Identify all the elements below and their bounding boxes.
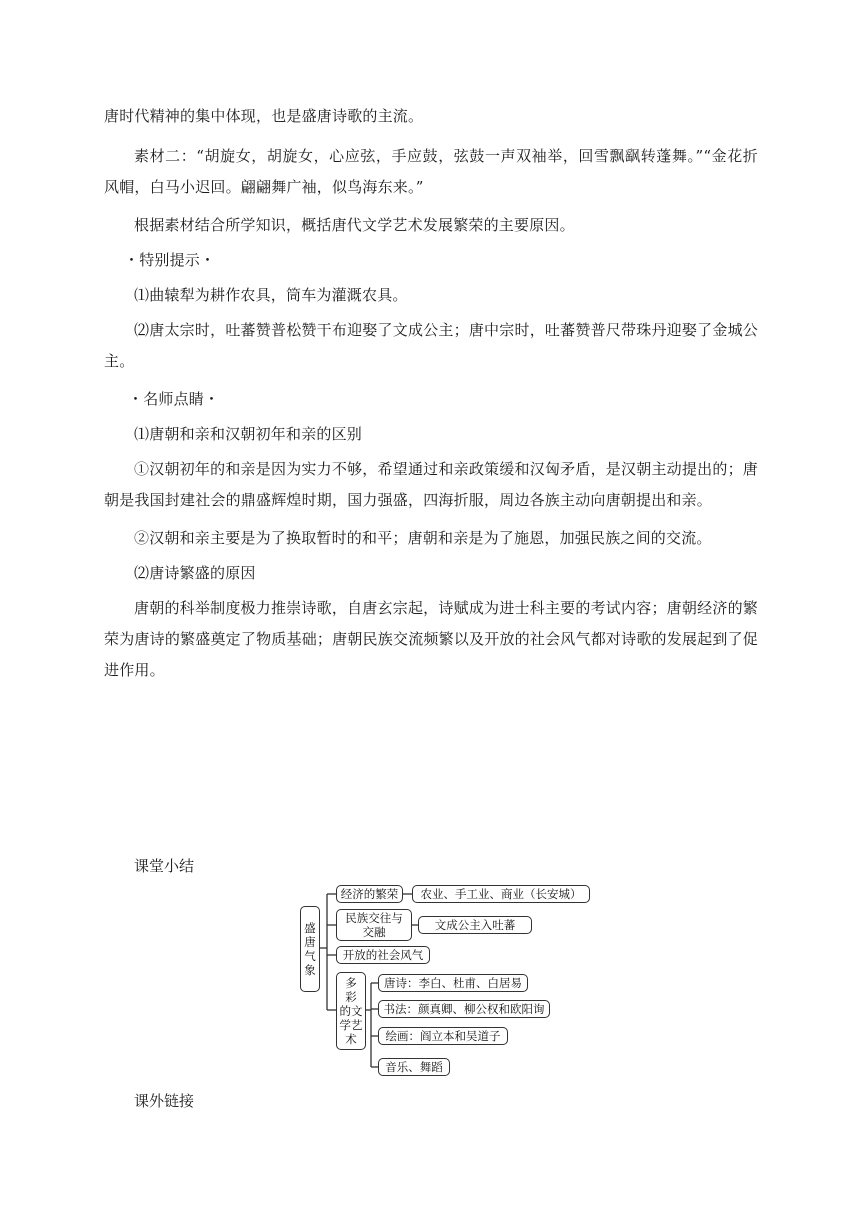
mindmap bbox=[300, 882, 600, 1082]
paragraph-tip-1: ⑴曲辕犁为耕作农具，筒车为灌溉农具。 bbox=[134, 286, 408, 304]
paragraph-material-two: 素材二：“胡旋女，胡旋女，心应弦，手应鼓，弦鼓一声双袖举，回雪飘飖转蓬舞。”“金花折风帽，白马小迟回。翩翩舞广袖，似鸟海东来。” bbox=[104, 147, 758, 196]
mindmap-arts-poetry: 唐诗：李白、杜甫、白居易 bbox=[378, 974, 528, 992]
mindmap-ethnic-detail: 文成公主入吐蕃 bbox=[418, 916, 532, 934]
paragraph-continuation: 唐时代精神的集中体现，也是盛唐诗歌的主流。 bbox=[104, 107, 424, 125]
mindmap-economy-detail: 农业、手工业、商业（长安城） bbox=[412, 885, 590, 903]
heading-special-tip: ・特别提示・ bbox=[124, 251, 216, 269]
mindmap-arts-music: 音乐、舞蹈 bbox=[378, 1058, 450, 1076]
mindmap-arts-calligraphy: 书法：颜真卿、柳公权和欧阳询 bbox=[378, 1000, 550, 1018]
paragraph-note-1a: ①汉朝初年的和亲是因为实力不够，希望通过和亲政策缓和汉匈矛盾，是汉朝主动提出的；唐朝是我国封建社会的鼎盛辉煌时期，国力强盛，四海折服，周边各族主动向唐朝提出和亲。 bbox=[104, 460, 758, 509]
paragraph-note-2-title: ⑵唐诗繁盛的原因 bbox=[134, 564, 256, 582]
mindmap-root: 盛 唐 气 象 bbox=[300, 906, 320, 992]
mindmap-arts: 多 彩 的 文 学 艺 术 bbox=[336, 972, 366, 1050]
paragraph-question: 根据素材结合所学知识，概括唐代文学艺术发展繁荣的主要原因。 bbox=[134, 216, 575, 234]
mindmap-social: 开放的社会风气 bbox=[336, 946, 430, 964]
paragraph-note-1-title: ⑴唐朝和亲和汉朝初年和亲的区别 bbox=[134, 425, 363, 443]
mindmap-economy: 经济的繁荣 bbox=[336, 885, 403, 903]
paragraph-note-2: 唐朝的科举制度极力推崇诗歌，自唐玄宗起，诗赋成为进士科主要的考试内容；唐朝经济的繁荣为唐诗的繁盛奠定了物质基础；唐朝民族交流频繁以及开放的社会风气都对诗歌的发展起到了促进作用。 bbox=[104, 599, 758, 679]
mindmap-arts-painting: 绘画：阎立本和吴道子 bbox=[378, 1027, 508, 1045]
heading-teacher-notes: ・名师点睛・ bbox=[128, 390, 220, 408]
section-label-outside: 课外链接 bbox=[134, 1092, 195, 1110]
mindmap-ethnic: 民族交往与 交融 bbox=[336, 909, 412, 941]
paragraph-tip-2: ⑵唐太宗时，吐蕃赞普松赞干布迎娶了文成公主；唐中宗时，吐蕃赞普尺带珠丹迎娶了金城公主。 bbox=[104, 321, 758, 370]
section-label-summary: 课堂小结 bbox=[134, 857, 195, 875]
paragraph-note-1b: ②汉朝和亲主要是为了换取暂时的和平；唐朝和亲是为了施恩，加强民族之间的交流。 bbox=[134, 529, 712, 547]
